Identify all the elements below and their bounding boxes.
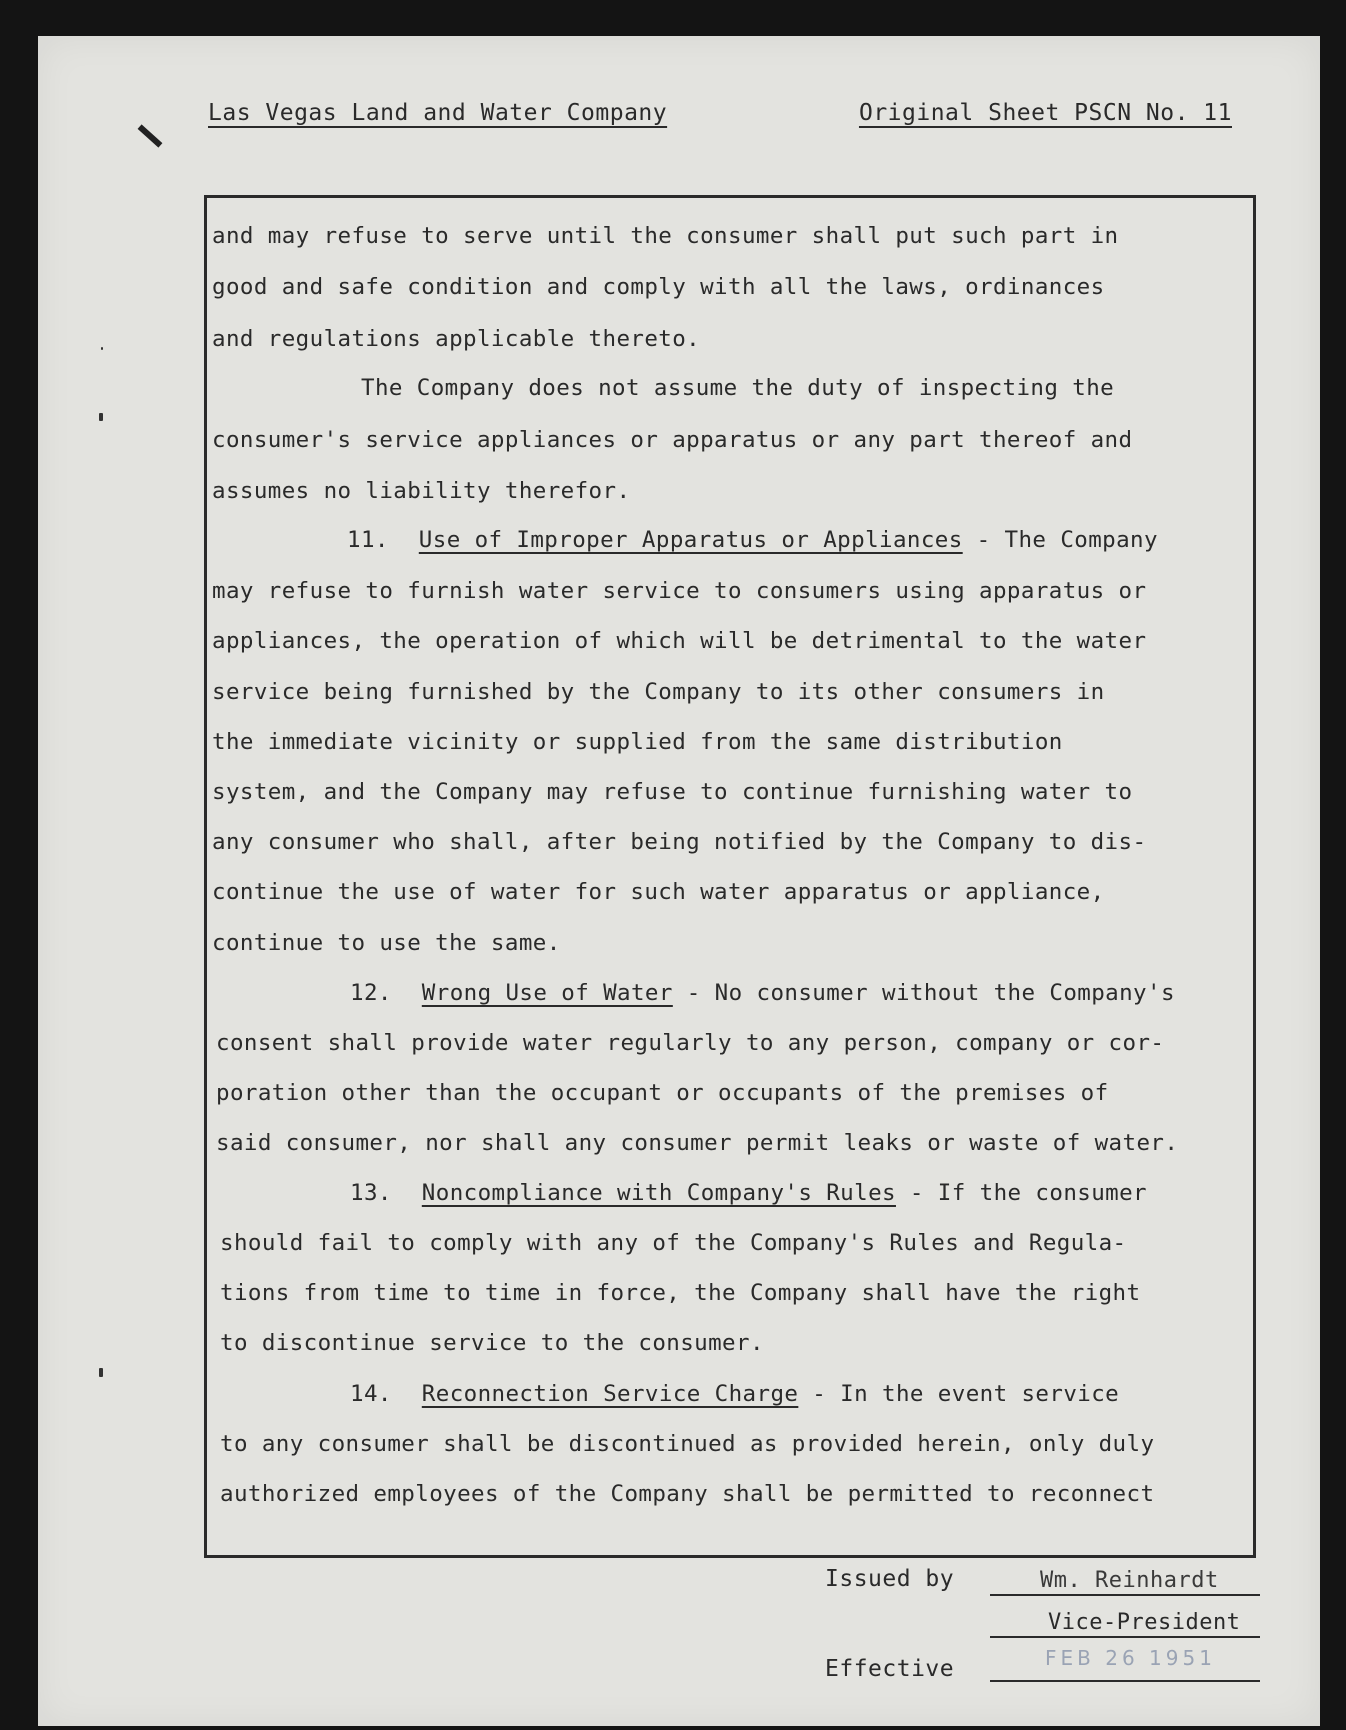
section-number: 11. xyxy=(347,527,389,553)
body-line: poration other than the occupant or occupants of the premises of xyxy=(216,1080,1109,1106)
body-line: continue to use the same. xyxy=(212,930,561,956)
issuer-title: Vice-President xyxy=(1048,1610,1241,1635)
issued-by-name: Wm. Reinhardt xyxy=(1040,1568,1219,1593)
body-line: continue the use of water for such water apparatus or appliance, xyxy=(212,879,1105,905)
section-intro: - No consumer without the Company's xyxy=(672,980,1175,1006)
section-number: 13. xyxy=(350,1180,392,1206)
section-intro: - The Company xyxy=(962,527,1158,553)
section-11-heading-line xyxy=(347,527,1158,553)
body-line: said consumer, nor shall any consumer permit leaks or waste of water. xyxy=(216,1130,1179,1156)
issued-by-label: Issued by xyxy=(825,1566,955,1592)
body-line: consent shall provide water regularly to any person, company or cor- xyxy=(216,1030,1165,1056)
section-number: 12. xyxy=(350,980,392,1006)
body-line: tions from time to time in force, the Company shall have the right xyxy=(220,1280,1141,1306)
body-line: service being furnished by the Company to its other consumers in xyxy=(212,679,1105,705)
section-13-heading-line xyxy=(350,1180,1147,1206)
body-line: and may refuse to serve until the consumer shall put such part in xyxy=(212,223,1119,249)
company-name: Las Vegas Land and Water Company xyxy=(208,100,668,126)
margin-dot xyxy=(99,1368,103,1377)
section-12-heading-line xyxy=(350,980,1175,1006)
body-line: any consumer who shall, after being notified by the Company to dis- xyxy=(212,829,1147,855)
section-intro: - If the consumer xyxy=(895,1180,1147,1206)
margin-dot xyxy=(99,413,103,421)
effective-date-stamp: FEB 26 1951 xyxy=(1045,1646,1216,1670)
body-line: and regulations applicable thereto. xyxy=(212,326,701,352)
body-line: to any consumer shall be discontinued as provided herein, only duly xyxy=(220,1431,1155,1457)
body-line: appliances, the operation of which will be detrimental to the water xyxy=(212,628,1147,654)
section-number: 14. xyxy=(350,1381,392,1407)
body-line: to discontinue service to the consumer. xyxy=(220,1330,764,1356)
body-line: should fail to comply with any of the Company's Rules and Regula- xyxy=(220,1230,1127,1256)
body-line: The Company does not assume the duty of inspecting the xyxy=(361,375,1115,401)
body-line: consumer's service appliances or apparatus or any part thereof and xyxy=(212,427,1133,453)
section-heading: Wrong Use of Water xyxy=(421,980,673,1006)
effective-label: Effective xyxy=(825,1656,955,1682)
body-line: may refuse to furnish water service to consumers using apparatus or xyxy=(212,578,1147,604)
body-line: the immediate vicinity or supplied from the same distribution xyxy=(212,729,1063,755)
body-line: authorized employees of the Company shall be permitted to reconnect xyxy=(220,1481,1155,1507)
section-heading: Reconnection Service Charge xyxy=(421,1381,799,1407)
body-line: good and safe condition and comply with all the laws, ordinances xyxy=(212,274,1105,300)
section-14-heading-line xyxy=(350,1381,1119,1407)
body-line: system, and the Company may refuse to continue furnishing water to xyxy=(212,779,1133,805)
section-intro: - In the event service xyxy=(798,1381,1120,1407)
section-heading: Noncompliance with Company's Rules xyxy=(421,1180,896,1206)
margin-dot xyxy=(101,347,103,350)
sheet-number: Original Sheet PSCN No. 11 xyxy=(858,100,1232,126)
body-line: assumes no liability therefor. xyxy=(212,478,631,504)
section-heading: Use of Improper Apparatus or Appliances xyxy=(418,527,963,553)
